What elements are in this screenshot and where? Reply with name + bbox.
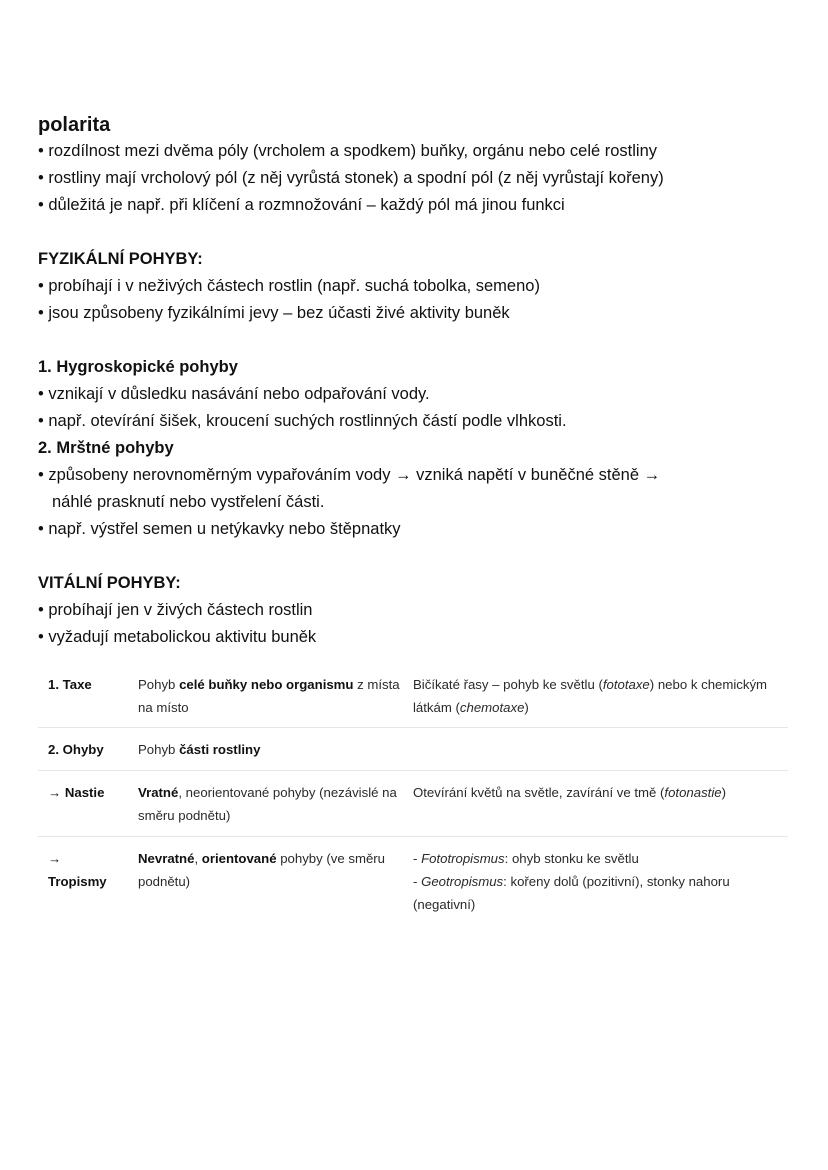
mrstne-bullet-1-cont: náhlé prasknutí nebo vystřelení části. — [52, 493, 325, 511]
mrstne-bullet-2: • např. výstřel semen u netýkavky nebo štěpnatky — [38, 520, 401, 538]
row-description: Pohyb celé buňky nebo organismu z místa na místo — [138, 662, 413, 728]
mrstne-bullet-1: • způsobeny nerovnoměrným vypařováním vody → vzniká napětí v buněčné stěně → — [38, 466, 661, 484]
row-description: Pohyb části rostliny — [138, 728, 413, 771]
fyzikalni-bullet-1: • probíhají i v neživých částech rostlin (např. suchá tobolka, semeno) — [38, 277, 540, 295]
table-row — [38, 771, 788, 837]
row-description: Vratné, neorientované pohyby (nezávislé na směru podnětu) — [138, 771, 413, 837]
vitalni-bullet-2: • vyžadují metabolickou aktivitu buněk — [38, 628, 317, 646]
row-example: Bičíkaté řasy – pohyb ke světlu (fototaxe) nebo k chemickým látkám (chemotaxe) — [413, 662, 788, 728]
row-name: 2. Ohyby — [38, 728, 138, 771]
movement-types-table — [38, 662, 788, 922]
vitalni-bullet-1: • probíhají jen v živých částech rostlin — [38, 601, 313, 619]
hygroskopicke-bullet-2: • např. otevírání šišek, kroucení suchých rostlinných částí podle vlhkosti. — [38, 412, 567, 430]
row-name: 1. Taxe — [38, 662, 138, 728]
hygroskopicke-bullet-1: • vznikají v důsledku nasávání nebo odpařování vody. — [38, 385, 430, 403]
polarita-bullet-1: • rozdílnost mezi dvěma póly (vrcholem a spodkem) buňky, orgánu nebo celé rostliny — [38, 142, 658, 160]
table-row — [38, 837, 788, 923]
vitalni-heading: VITÁLNÍ POHYBY: — [38, 574, 181, 592]
hygroskopicke-heading: 1. Hygroskopické pohyby — [38, 358, 238, 376]
notes-content — [38, 112, 798, 651]
row-example: Otevírání květů na světle, zavírání ve tmě (fotonastie) — [413, 771, 788, 837]
row-example — [413, 728, 788, 771]
fyzikalni-bullet-2: • jsou způsobeny fyzikálními jevy – bez účasti živé aktivity buněk — [38, 304, 510, 322]
row-description: Nevratné, orientované pohyby (ve směru podnětu) — [138, 851, 386, 889]
mrstne-heading: 2. Mrštné pohyby — [38, 439, 174, 457]
row-example: - Fototropismus: ohyb stonku ke světlu - Geotropismus: kořeny dolů (pozitivní), stonky nahoru (negativní) — [413, 851, 730, 912]
row-name: → Nastie — [38, 771, 138, 837]
fyzikalni-heading: FYZIKÁLNÍ POHYBY: — [38, 250, 203, 268]
table-row — [38, 728, 788, 771]
polarita-heading: polarita — [38, 114, 111, 136]
polarita-bullet-3: • důležitá je např. při klíčení a rozmnožování – každý pól má jinou funkci — [38, 196, 565, 214]
row-name: → Tropismy — [48, 851, 107, 889]
polarita-bullet-2: • rostliny mají vrcholový pól (z něj vyrůstá stonek) a spodní pól (z něj vyrůstají kořeny) — [38, 169, 664, 187]
table-row — [38, 662, 788, 728]
